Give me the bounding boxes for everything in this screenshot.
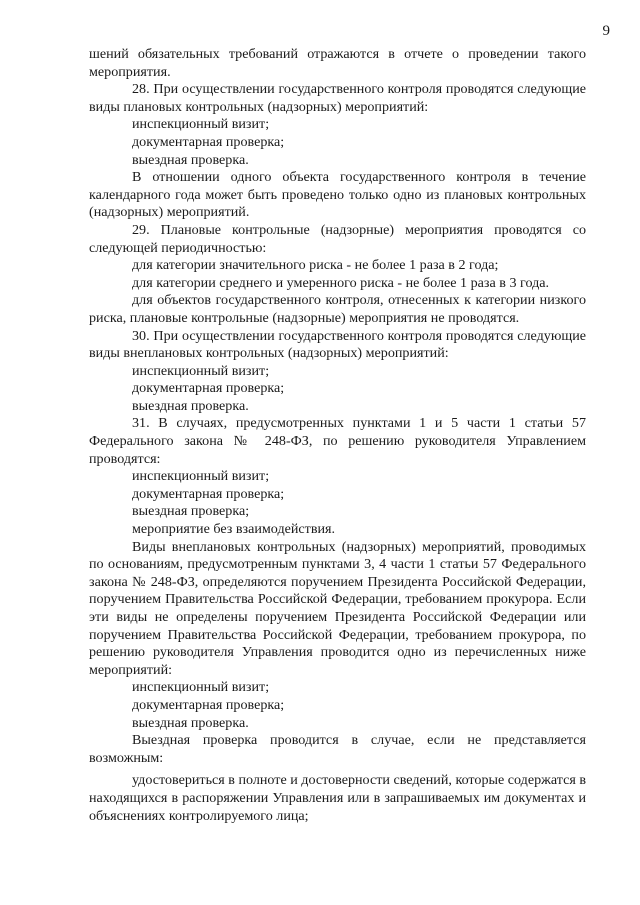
list-item: выездная проверка. (132, 151, 249, 168)
list-item: инспекционный визит; (132, 116, 270, 133)
paragraph-item-28: 28. При осуществлении государственного контроля проводятся следующие виды плановых контрольных (надзорных) мероприятий: (89, 81, 586, 115)
paragraph-continuation: шений обязательных требований отражаются в отчете о проведении такого мероприятия. (89, 46, 586, 80)
list-item: инспекционный визит; (132, 468, 270, 485)
paragraph-item-29: 29. Плановые контрольные (надзорные) мероприятия проводятся со следующей периодичностью: (89, 221, 586, 256)
list-item: инспекционный визит; (132, 679, 270, 696)
paragraph: Виды внеплановых контрольных (надзорных) мероприятий, проводимых по основаниям, предусмотренным пунктами 3, 4 части 1 статьи 57 Федерального закона № 248-ФЗ, определяются поручением Президента Российской Федерации, поручением Правительства Российской Федерации, требованием прокурора. Если эти виды не определены поручением Президента Российской Федерации или поручением Правительства Российской Федерации, требованием прокурора, по решению руководителя Управления проводится одно из перечисленных ниже мероприятий: (89, 538, 586, 678)
paragraph: В отношении одного объекта государственного контроля в течение календарного года может быть проведено только одно из плановых контрольных (надзорных) мероприятий. (89, 169, 586, 221)
paragraph: для объектов государственного контроля, отнесенных к категории низкого риска, плановые контрольные (надзорные) мероприятия не проводятся. (89, 292, 586, 326)
list-item: инспекционный визит; (132, 362, 270, 379)
list-item: мероприятие без взаимодействия. (132, 521, 336, 538)
paragraph: удостовериться в полноте и достоверности сведений, которые содержатся в находящихся в распоряжении Управления или в запрашиваемых им документах и объяснениях контролируемого лица; (89, 772, 586, 824)
page-number: 9 (602, 23, 610, 39)
list-item: выездная проверка. (132, 397, 249, 414)
list-item: для категории среднего и умеренного риска - не более 1 раза в 3 года. (132, 274, 550, 291)
document-body (89, 46, 586, 825)
paragraph-item-30: 30. При осуществлении государственного контроля проводятся следующие виды внеплановых контрольных (надзорных) мероприятий: (89, 327, 586, 362)
list-item: выездная проверка; (132, 503, 250, 520)
paragraph: Выездная проверка проводится в случае, если не представляется возможным: (89, 732, 586, 766)
list-item: выездная проверка. (132, 714, 249, 731)
list-item: документарная проверка; (132, 485, 285, 502)
list-item: для категории значительного риска - не более 1 раза в 2 года; (132, 257, 499, 274)
list-item: документарная проверка; (132, 380, 285, 397)
list-item: документарная проверка; (132, 696, 285, 713)
list-item: документарная проверка; (132, 133, 285, 150)
paragraph-item-31: 31. В случаях, предусмотренных пунктами 1 и 5 части 1 статьи 57 Федерального закона № 248-ФЗ, по решению руководителя Управлением проводятся: (89, 415, 586, 467)
